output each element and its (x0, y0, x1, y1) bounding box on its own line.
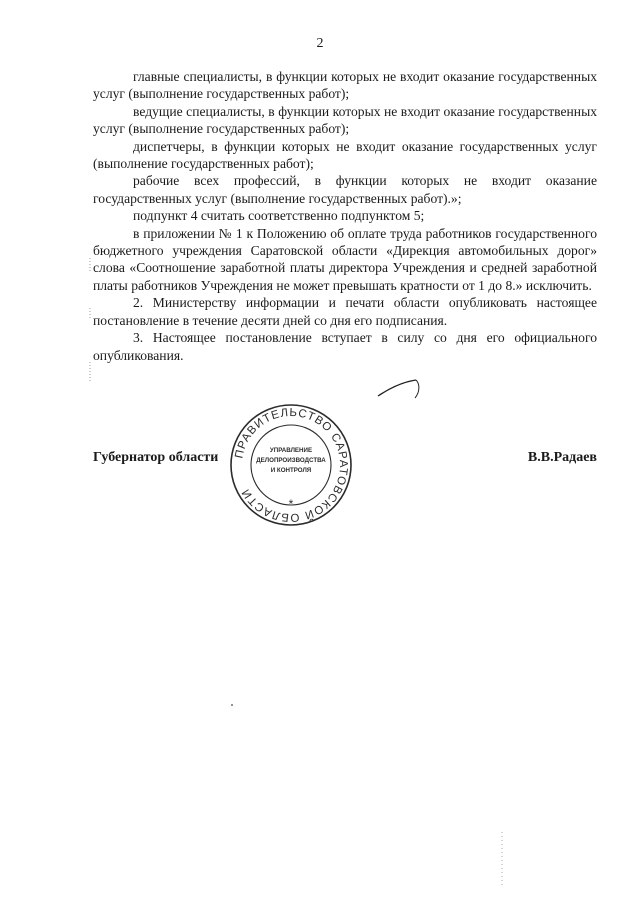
paragraph: рабочие всех профессий, в функции которых не входит оказание государственных услуг (выполнение государственных работ).»; (93, 173, 597, 206)
paragraph: подпункт 4 считать соответственно подпунктом 5; (133, 208, 425, 224)
margin-mark (88, 258, 92, 388)
signatory-name: В.В.Радаев (527, 450, 597, 465)
stamp-inner-line: УПРАВЛЕНИЕ (269, 447, 313, 454)
scan-speck (230, 703, 234, 707)
paragraph: главные специалисты, в функции которых не входит оказание государственных услуг (выполнение государственных работ); (93, 69, 597, 102)
stamp-star-icon: * (288, 497, 294, 511)
document-body (93, 68, 597, 364)
paragraph: ведущие специалисты, в функции которых не входит оказание государственных услуг (выполнение государственных работ); (93, 103, 597, 137)
paragraph: 3. Настоящее постановление вступает в силу со дня его официального опубликования. (93, 330, 597, 363)
signatory-title: Губернатор области (93, 450, 219, 465)
paragraph: в приложении № 1 к Положению об оплате труда работников государственного бюджетного учреждения Саратовской области «Дирекция автомобильных дорог» слова «Соотношение заработной платы директора Учреждения и средней заработной платы работников Учреждения не может превышать кратности от 1 до 8.» исключить. (93, 225, 597, 293)
official-seal-stamp (228, 402, 354, 528)
page-number: 2 (316, 36, 324, 51)
stamp-inner-line: И КОНТРОЛЯ (270, 467, 312, 474)
handwritten-signature (376, 374, 436, 404)
stamp-inner-line: ДЕЛОПРОИЗВОДСТВА (256, 457, 326, 464)
paragraph: диспетчеры, в функции которых не входит оказание государственных услуг (выполнение государственных работ); (93, 138, 597, 172)
margin-mark (500, 832, 504, 892)
stamp-outer-text: ПРАВИТЕЛЬСТВО САРАТОВСКОЙ ОБЛАСТИ (233, 406, 350, 524)
paragraph: 2. Министерству информации и печати области опубликовать настоящее постановление в течение десяти дней со дня его подписания. (93, 295, 597, 328)
